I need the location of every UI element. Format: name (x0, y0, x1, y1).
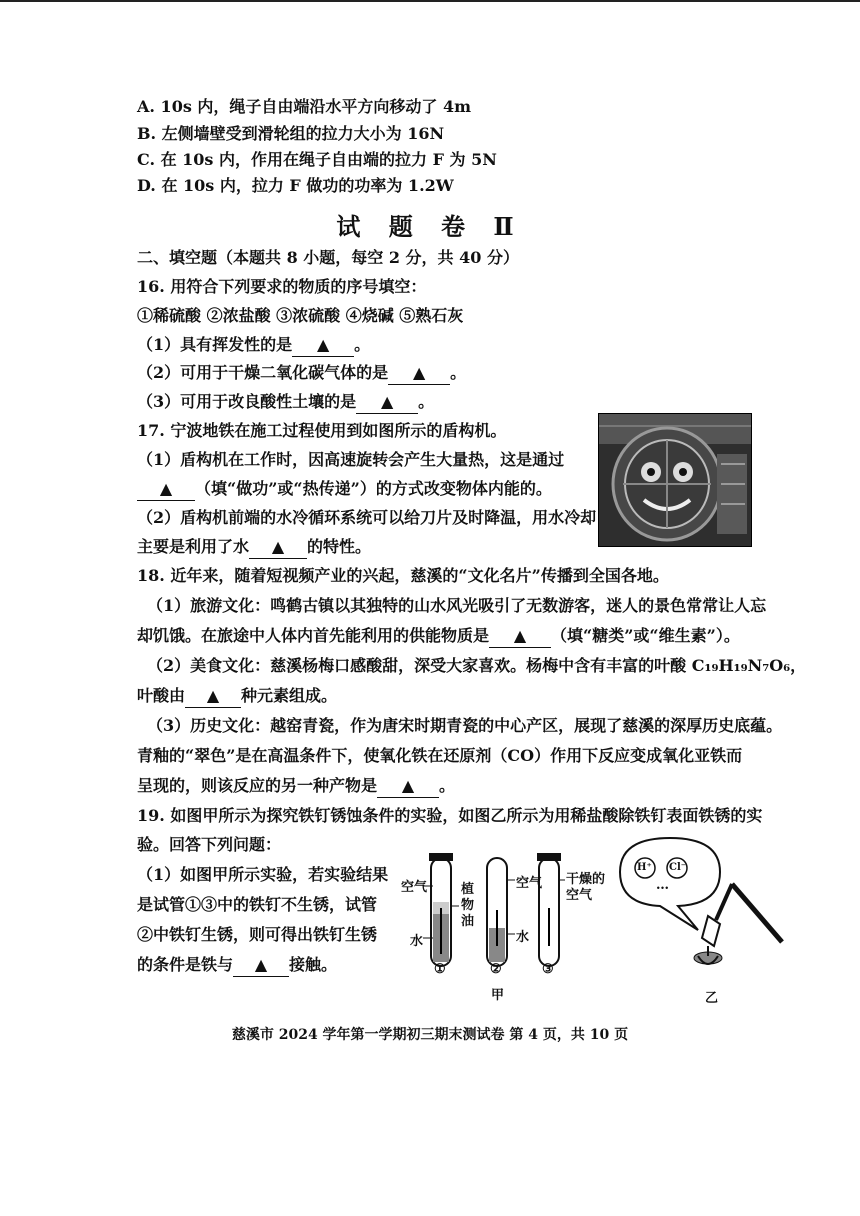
section-title: 试 题 卷 Ⅱ (336, 212, 524, 241)
answer-blank[interactable]: ▲ (233, 954, 289, 977)
q18-part3-line3-end: 。 (439, 776, 456, 795)
q17-stem: 17. 宁波地铁在施工过程使用到如图所示的盾构机。 (137, 421, 507, 440)
q19-part1-line2: 是试管①③中的铁钉不生锈，试管 (137, 895, 378, 914)
q17-part1-line1: （1）盾构机在工作时，因高速旋转会产生大量热，这是通过 (137, 450, 565, 469)
q16-part3-end: 。 (418, 392, 435, 411)
q18-part1-line1: （1）旅游文化：鸣鹤古镇以其独特的山水风光吸引了无数游客，迷人的景色常常让人忘 (147, 596, 767, 615)
q18-stem: 18. 近年来，随着短视频产业的兴起，慈溪的“文化名片”传播到全国各地。 (137, 566, 669, 585)
q19-part1-line4 (137, 954, 337, 977)
shield-machine-photo (598, 413, 752, 547)
option-a: A. 10s 内，绳子自由端沿水平方向移动了 4m (137, 97, 472, 116)
answer-blank[interactable]: ▲ (377, 775, 439, 798)
q19-part1-line3: ②中铁钉生锈，则可得出铁钉生锈 (137, 925, 378, 944)
ion-h: H⁺ (637, 862, 652, 873)
top-border (0, 0, 860, 2)
q18-part1-line2-text: 却饥饿。在旅途中人体内首先能利用的供能物质是 (137, 626, 490, 645)
answer-blank[interactable]: ▲ (356, 391, 418, 414)
option-d: D. 在 10s 内，拉力 F 做功的功率为 1.2W (137, 176, 454, 195)
page-footer: 慈溪市 2024 学年第一学期初三期末测试卷 第 4 页，共 10 页 (231, 1027, 629, 1043)
ion-cl: Cl⁻ (669, 862, 687, 873)
answer-blank[interactable]: ▲ (489, 625, 551, 648)
q17-part2-line2 (137, 536, 371, 559)
q16-part2-text: （2）可用于干燥二氧化碳气体的是 (137, 363, 389, 382)
q19-stem-line2: 验。回答下列问题： (137, 835, 282, 854)
label-water-2: 水 (516, 930, 530, 945)
q19-part1-line4-end: 接触。 (289, 955, 338, 974)
q17-part1-line2-text: （填“做功”或“热传递”）的方式改变物体内能的。 (195, 479, 552, 498)
answer-blank[interactable]: ▲ (388, 362, 450, 385)
tube-label-3: ③ (542, 962, 554, 977)
figure-caption-yi: 乙 (705, 991, 719, 1006)
answer-blank[interactable]: ▲ (185, 685, 241, 708)
q18-part3-line3-text: 呈现的，则该反应的另一种产物是 (137, 776, 378, 795)
q17-part1-line2 (137, 478, 552, 501)
q16-choices: ①稀硫酸 ②浓盐酸 ③浓硫酸 ④烧碱 ⑤熟石灰 (137, 306, 464, 325)
q17-part2-line2-text: 主要是利用了水 (137, 537, 250, 556)
q18-part2-line1: （2）美食文化：慈溪杨梅口感酸甜，深受大家喜欢。杨梅中含有丰富的叶酸 C₁₉H₁₉N₇O₆， (147, 656, 807, 675)
label-air-2: 空气 (516, 876, 543, 891)
q18-part3-line3 (137, 775, 455, 798)
q16-part3 (137, 391, 434, 414)
q18-part3-line2: 青釉的“翠色”是在高温条件下，使氧化铁在还原剂（CO）作用下反应变成氧化亚铁而 (137, 746, 743, 765)
tube-label-1: ① (434, 962, 446, 977)
q17-part2-line2-end: 的特性。 (307, 537, 372, 556)
label-oil: 植物油 (461, 882, 475, 929)
q17-part2-line1: （2）盾构机前端的水冷循环系统可以给刀片及时降温，用水冷却 (137, 508, 597, 527)
label-air-1: 空气 (401, 880, 428, 895)
q16-part1-text: （1）具有挥发性的是 (137, 335, 293, 354)
q18-part1-line2-end: （填“糖类”或“维生素”）。 (551, 626, 740, 645)
q18-part2-line2-text: 叶酸由 (137, 686, 186, 705)
section-header: 二、填空题（本题共 8 小题，每空 2 分，共 40 分） (137, 248, 519, 267)
answer-blank[interactable]: ▲ (249, 536, 307, 559)
q18-part1-line2 (137, 625, 740, 648)
q18-part2-line2 (137, 685, 337, 708)
q16-part2 (137, 362, 466, 385)
q16-part1 (137, 334, 370, 357)
label-dry-air: 干燥的空气 (566, 872, 606, 903)
q16-stem: 16. 用符合下列要求的物质的序号填空： (137, 277, 427, 296)
test-tube-figure (395, 850, 620, 985)
q16-part3-text: （3）可用于改良酸性土壤的是 (137, 392, 357, 411)
q18-part3-line1: （3）历史文化：越窑青瓷，作为唐宋时期青瓷的中心产区，展现了慈溪的深厚历史底蕴。 (147, 716, 783, 735)
q16-part1-end: 。 (354, 335, 371, 354)
answer-blank[interactable]: ▲ (137, 478, 195, 501)
q19-part1-line1: （1）如图甲所示实验，若实验结果 (137, 865, 389, 884)
q19-stem-line1: 19. 如图甲所示为探究铁钉锈蚀条件的实验，如图乙所示为用稀盐酸除铁钉表面铁锈的实 (137, 806, 763, 825)
option-b: B. 左侧墙壁受到滑轮组的拉力大小为 16N (137, 124, 445, 143)
hcl-dropper-figure (612, 832, 790, 982)
q19-part1-line4-text: 的条件是铁与 (137, 955, 234, 974)
ion-dots: … (656, 878, 669, 893)
tube-label-2: ② (490, 962, 502, 977)
label-water-1: 水 (410, 934, 424, 949)
figure-caption-jia: 甲 (491, 988, 505, 1003)
answer-blank[interactable]: ▲ (292, 334, 354, 357)
q18-part2-line2-end: 种元素组成。 (241, 686, 338, 705)
q16-part2-end: 。 (450, 363, 467, 382)
option-c: C. 在 10s 内，作用在绳子自由端的拉力 F 为 5N (137, 150, 497, 169)
